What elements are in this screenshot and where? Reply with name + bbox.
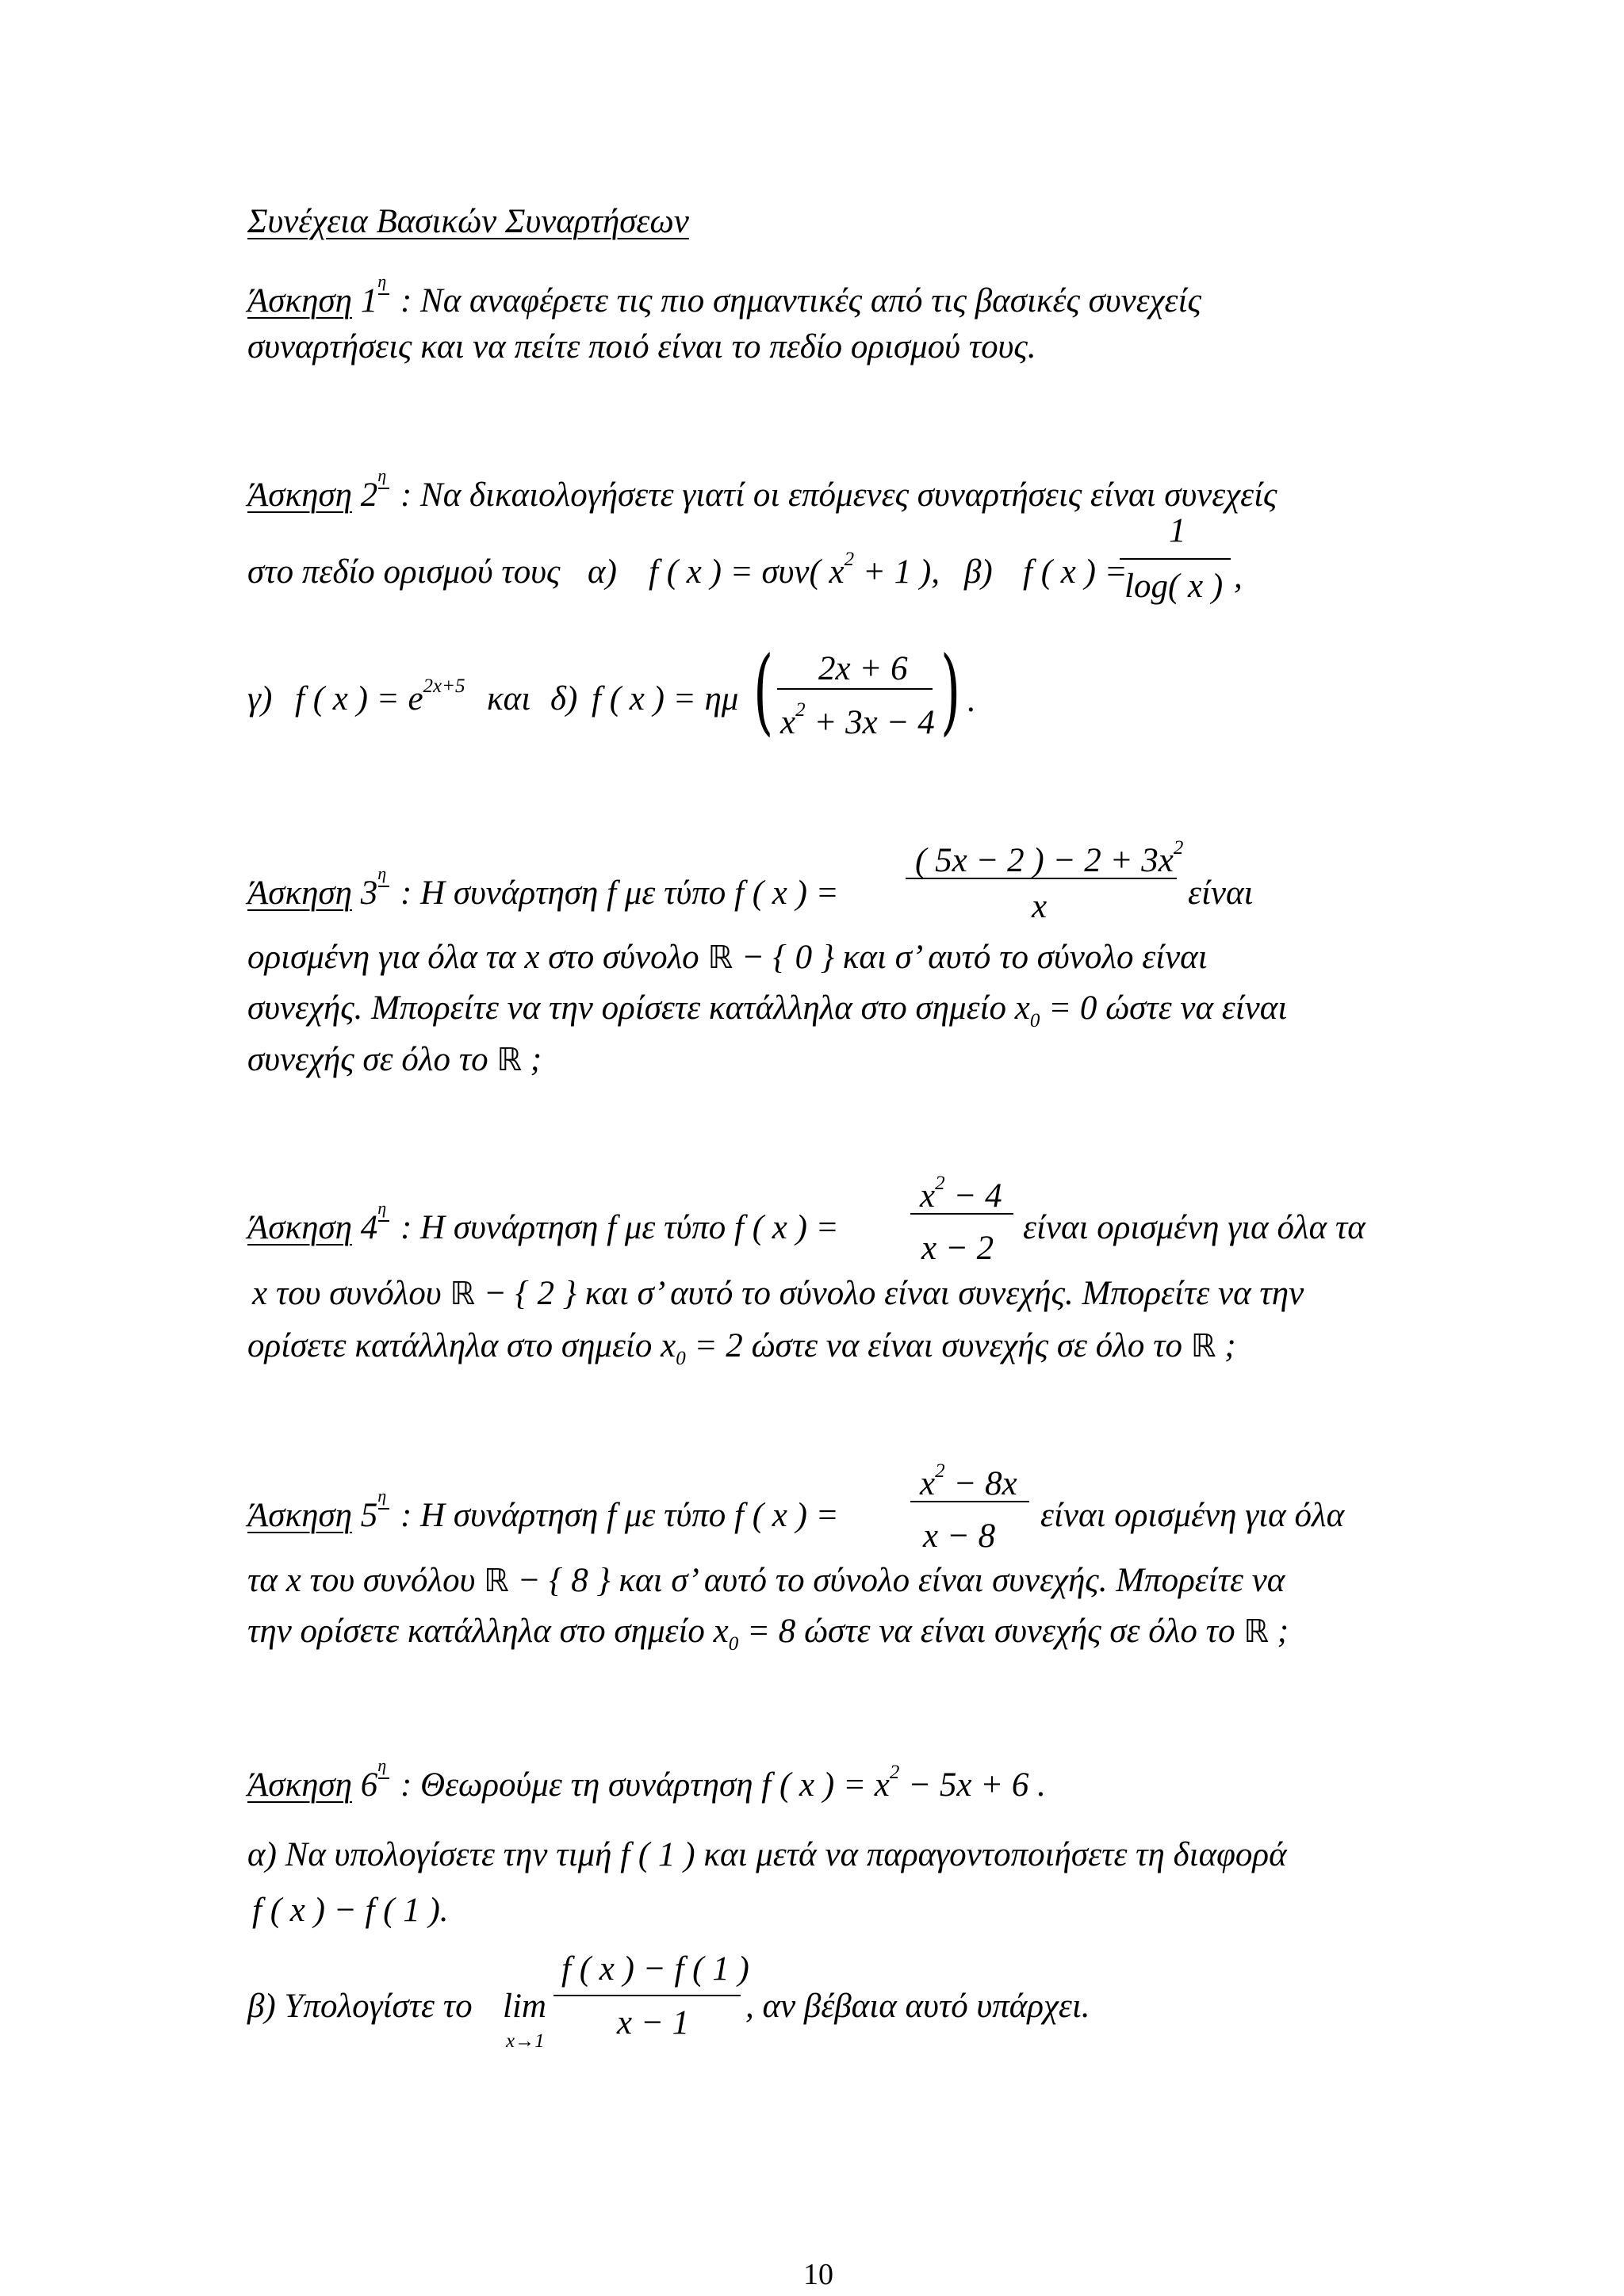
part-a-expression: f ( x ) = συν( $x^2 + 1$ ), [649,549,940,591]
exercise-5-denominator: x − 8 [923,1517,996,1555]
exercise-4-denominator: x − 2 [921,1230,994,1267]
limit-numerator: f ( x ) − f ( 1 ) [561,1950,749,1988]
exercise-3-line-2: ορισμένη για όλα τα x στο σύνολο ℝ − { 0 } και σ’ αυτό το σύνολο είναι [247,939,1208,976]
exercise-label: Άσκηση [247,1766,352,1804]
page-title: Συνέχεια Βασικών Συναρτήσεων [247,203,689,240]
reals-symbol: ℝ [1243,1613,1270,1650]
exercise-1-line-2: συναρτήσεις και να πείτε ποιό είναι το πεδίο ορισμού τους. [247,328,1036,365]
exercise-number: 1 [360,282,378,320]
exercise-4-line-3: ορίσετε κατάλληλα στο σημείο $x_0 = 2$ ώστε να είναι συνεχής σε όλο το ℝ ; [247,1327,1236,1369]
exercise-6-part-b-end: , αν βέβαια αυτό υπάρχει. [745,1988,1090,2025]
exercise-5-line-1 [247,1486,839,1534]
exercise-4-line-1 [247,1198,839,1246]
reals-symbol: ℝ [484,1563,509,1599]
fraction-bar [553,1995,741,1996]
exercise-3-numerator: ( 5x − 2 ) − $2 + 3x^2$ [915,837,1184,879]
exercise-text: : Η συνάρτηση f με τύπο f ( x ) = [400,1497,839,1534]
part-a-label: α) [588,553,617,591]
limit-symbol: lim [503,1988,546,2025]
fraction-bar [1120,558,1231,560]
exercise-text: : Να αναφέρετε τις πιο σημαντικές από τις βασικές συνεχείς [400,282,1201,320]
exercise-4-line-2: x του συνόλου ℝ − { 2 } και σ’ αυτό το σύνολο είναι συνεχής. Μπορείτε να την [252,1275,1304,1312]
exercise-2-line-1 [247,465,1277,514]
exercise-number: 2 [360,476,378,514]
part-b-lhs: f ( x ) = [1023,553,1128,591]
part-c-label: γ) [247,680,273,718]
part-b-denominator: log( x ) [1124,568,1224,605]
fraction-bar [906,878,1177,879]
exercise-3-denominator: x [1032,888,1048,925]
exercise-5-line-2: τα x του συνόλου ℝ − { 8 } και σ’ αυτό το σύνολο είναι συνεχής. Μπορείτε να [247,1562,1285,1599]
part-d-denominator: $x^2 + 3x - 4$ [780,699,935,741]
ordinal-marker: η [377,478,392,502]
page-number: 10 [803,2258,833,2291]
exercise-6-line-1 [247,1755,1046,1804]
fraction-bar [910,1213,1013,1215]
exercise-6-part-b-text: β) Υπολογίστε το [247,1988,473,2025]
exercise-text: : Η συνάρτηση f με τύπο f ( x ) = [400,874,839,912]
part-b-numerator: 1 [1169,512,1186,549]
and-word: και [487,680,531,718]
ordinal-marker: η [377,1498,392,1522]
fraction-bar [910,1501,1029,1502]
exercise-label: Άσκηση [247,282,352,320]
exercise-2-line-2-text: στο πεδίο ορισμού τους [247,553,561,591]
exercise-6-part-a-line-2: f ( x ) − f ( 1 ). [252,1892,449,1929]
exercise-number: 3 [360,874,378,912]
exercise-label: Άσκηση [247,476,352,514]
left-paren: ( [753,636,774,745]
exercise-4-numerator: $x^2 - 4$ [920,1173,1002,1215]
exercise-text: : Θεωρούμε τη συνάρτηση f ( x ) = $x^2 - 5x + 6$ . [400,1762,1046,1804]
exercise-number: 4 [360,1209,378,1246]
part-b-label: β) [964,553,993,591]
right-paren: ) [940,636,961,745]
exercise-5-line-3: την ορίσετε κατάλληλα στο σημείο $x_0 = 8$ ώστε να είναι συνεχής σε όλο το ℝ ; [247,1613,1289,1655]
part-d-lhs: f ( x ) = ημ [592,680,739,718]
exercise-3-line-1-end: είναι [1188,874,1254,912]
ordinal-marker: η [377,1768,392,1792]
ordinal-marker: η [377,876,392,900]
exercise-1-line-1 [247,271,1201,320]
exercise-5-line-1-end: είναι ορισμένη για όλα [1040,1497,1345,1534]
reals-symbol: ℝ [450,1276,476,1312]
ordinal-marker: η [377,284,392,308]
part-d-label: δ) [550,680,578,718]
exercise-text: : Η συνάρτηση f με τύπο f ( x ) = [400,1209,839,1246]
exercise-label: Άσκηση [247,874,352,912]
exercise-3-line-3: συνεχής. Μπορείτε να την ορίσετε κατάλληλα στο σημείο $x_0 = 0$ ώστε να είναι [247,989,1288,1031]
part-d-numerator: 2x + 6 [818,650,908,687]
reals-symbol: ℝ [707,939,733,976]
exercise-number: 5 [360,1497,378,1534]
ordinal-marker: η [377,1211,392,1234]
part-c-expression: f ( x ) = $e^{2x+5}$ [295,675,465,718]
reals-symbol: ℝ [1190,1328,1216,1364]
limit-subscript: x→1 [506,2030,545,2052]
exercise-label: Άσκηση [247,1497,352,1534]
exercise-3-line-1 [247,863,839,912]
exercise-text: : Να δικαιολογήσετε γιατί οι επόμενες συναρτήσεις είναι συνεχείς [400,476,1277,514]
exercise-number: 6 [360,1766,378,1804]
exercise-label: Άσκηση [247,1209,352,1246]
period: . [967,682,976,719]
limit-denominator: x − 1 [617,2004,690,2042]
exercise-3-line-4: συνεχής σε όλο το ℝ ; [247,1041,542,1078]
comma: , [1234,558,1243,595]
exercise-4-line-1-end: είναι ορισμένη για όλα τα [1023,1209,1365,1246]
fraction-bar [777,688,933,690]
exercise-5-numerator: $x^2 - 8x$ [920,1460,1017,1502]
exercise-6-part-a-line-1: α) Να υπολογίσετε την τιμή f ( 1 ) και μετά να παραγοντοποιήσετε τη διαφορά [247,1836,1287,1873]
reals-symbol: ℝ [496,1042,523,1078]
